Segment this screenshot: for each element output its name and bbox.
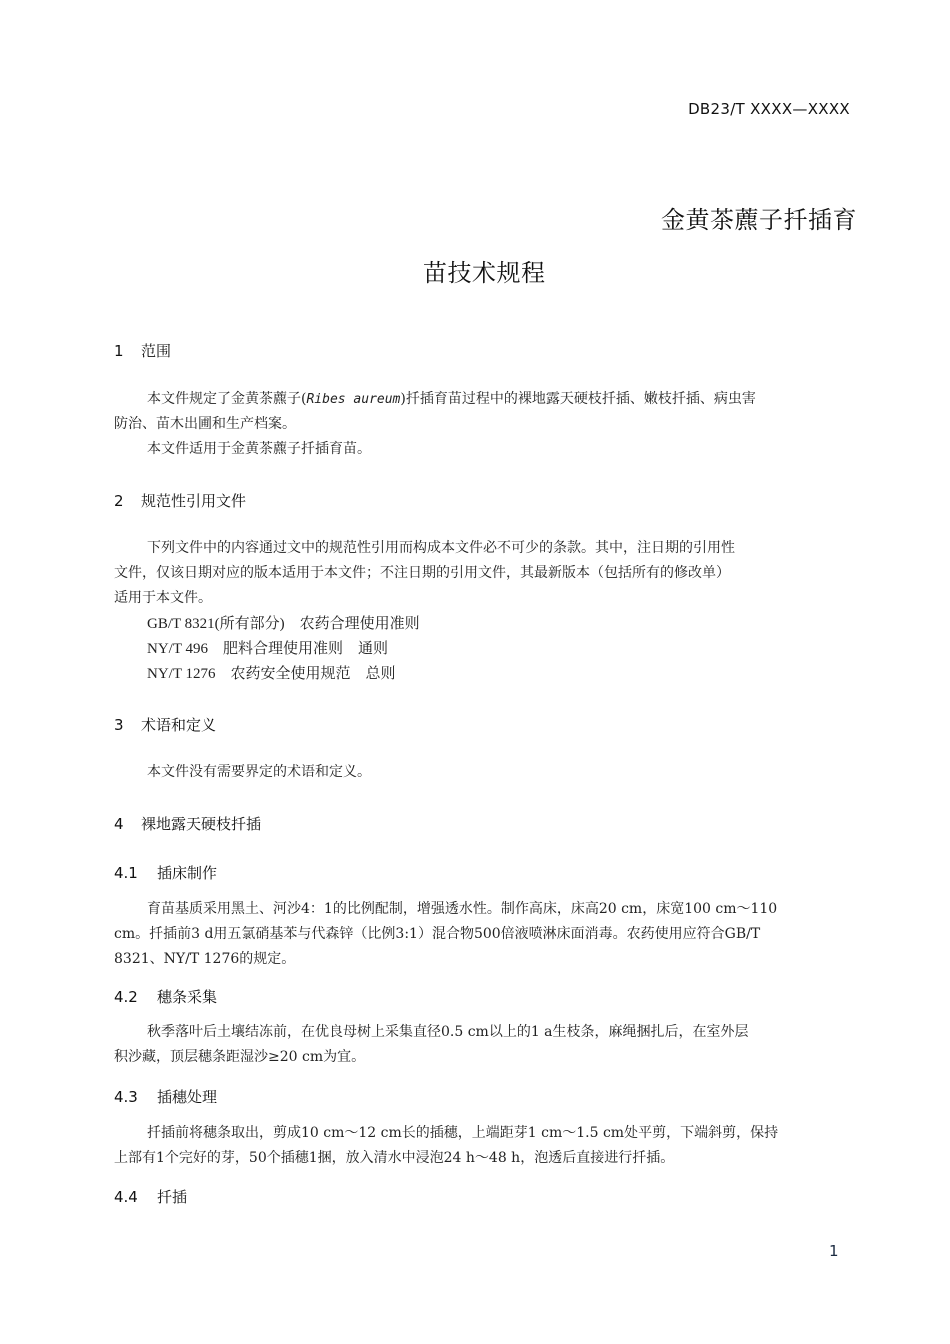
subsection-number: 4.4 xyxy=(114,1188,138,1206)
subsection-title: 扦插 xyxy=(157,1188,188,1206)
reference-item: NY/T 496 肥料合理使用准则 通则 xyxy=(147,641,389,657)
section-number: 4 xyxy=(114,815,124,833)
reference-item: GB/T 8321(所有部分) 农药合理使用准则 xyxy=(147,616,420,632)
section-number: 3 xyxy=(114,716,124,734)
page-number: 1 xyxy=(829,1242,839,1260)
reference-item: NY/T 1276 农药安全使用规范 总则 xyxy=(147,666,396,682)
standard-code: DB23/T XXXX—XXXX xyxy=(688,100,850,118)
section-heading-terms xyxy=(114,714,216,735)
section-number: 1 xyxy=(114,342,124,360)
section-title: 裸地露天硬枝扦插 xyxy=(141,815,262,833)
subsection-heading-cutting-treatment xyxy=(114,1086,217,1107)
section-heading-hardwood-cutting xyxy=(114,813,261,834)
latin-name: Ribes aureum xyxy=(306,392,401,407)
subsection-heading-bed-preparation xyxy=(114,862,217,883)
cutting-collection-paragraph: 秋季落叶后土壤结冻前，在优良母树上采集直径0.5 cm以上的1 a生枝条，麻绳捆扎后，在室外层 积沙藏，顶层穗条距湿沙≥20 cm为宜。 xyxy=(114,1024,749,1065)
scope-line2: 防治、苗木出圃和生产档案。 xyxy=(114,416,296,432)
subsection-title: 穗条采集 xyxy=(157,988,218,1006)
scope-paragraph xyxy=(114,387,860,462)
subsection-heading-cutting xyxy=(114,1186,187,1207)
subsection-heading-cutting-collection xyxy=(114,986,217,1007)
subsection-number: 4.3 xyxy=(114,1088,138,1106)
subsection-title: 插床制作 xyxy=(157,864,218,882)
section-heading-scope xyxy=(114,340,171,361)
references-paragraph: 下列文件中的内容通过文中的规范性引用而构成本文件必不可少的条款。其中，注日期的引用性 文件，仅该日期对应的版本适用于本文件；不注日期的引用文件，其最新版本（包括所有的修改单） 适用于本文件。 xyxy=(114,540,735,606)
document-title-line1: 金黄茶藨子扦插育 xyxy=(661,206,857,234)
section-title: 规范性引用文件 xyxy=(141,492,247,510)
scope-line3: 本文件适用于金黄茶藨子扦插育苗。 xyxy=(147,441,371,457)
section-number: 2 xyxy=(114,492,124,510)
section-heading-normative-references xyxy=(114,490,246,511)
section-title: 术语和定义 xyxy=(141,716,217,734)
document-title-line2: 苗技术规程 xyxy=(423,259,546,287)
scope-line1: 本文件规定了金黄茶藨子(Ribes aureum)扦插育苗过程中的裸地露天硬枝扦插、嫩枝扦插、病虫害 xyxy=(147,391,756,407)
cutting-treatment-paragraph: 扦插前将穗条取出，剪成10 cm～12 cm长的插穗，上端距芽1 cm～1.5 cm处平剪，下端斜剪，保持 上部有1个完好的芽，50个插穗1捆，放入清水中浸泡24 h～48 h，泡透后直接进行扦插。 xyxy=(114,1125,779,1166)
section-title: 范围 xyxy=(141,342,172,360)
bed-preparation-paragraph: 育苗基质采用黑土、河沙4：1的比例配制，增强透水性。制作高床，床高20 cm，床宽100 cm～110 cm。扦插前3 d用五氯硝基苯与代森锌（比例3:1）混合物500倍液喷淋床面消毒。农药使用应符合GB/T 8321、NY/T 1276的规定。 xyxy=(114,901,778,967)
terms-paragraph: 本文件没有需要界定的术语和定义。 xyxy=(147,764,371,780)
subsection-title: 插穗处理 xyxy=(157,1088,218,1106)
subsection-number: 4.2 xyxy=(114,988,138,1006)
subsection-number: 4.1 xyxy=(114,864,138,882)
